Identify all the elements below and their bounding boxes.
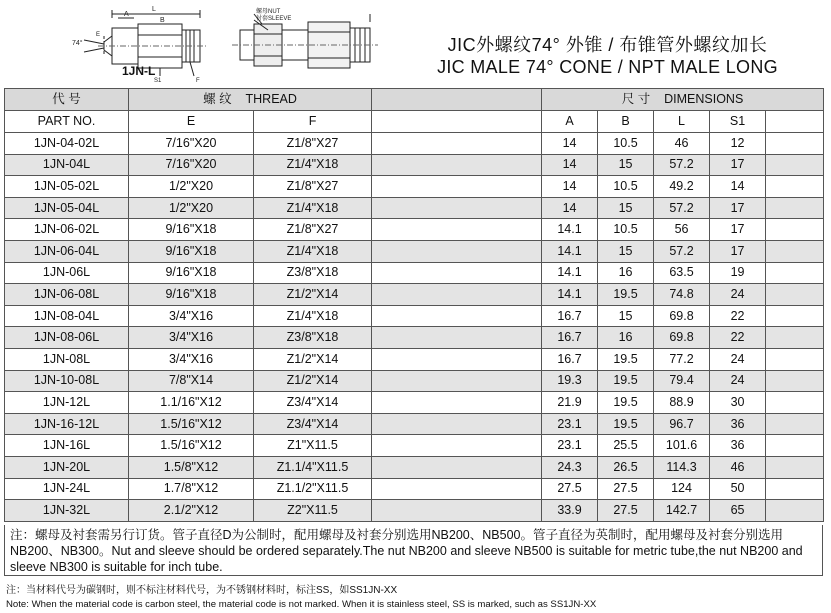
cell-blank [372, 154, 542, 176]
cell-thread-f: Z1/8"X27 [254, 133, 372, 155]
cell-dim-b: 15 [598, 240, 654, 262]
cell-extra [766, 154, 824, 176]
cell-blank [372, 262, 542, 284]
dim-e-label: E [96, 32, 101, 38]
header-blank [372, 89, 542, 111]
page-title [395, 34, 820, 78]
cell-dim-a: 14 [542, 133, 598, 155]
cell-extra [766, 305, 824, 327]
cell-dim-a: 14.1 [542, 262, 598, 284]
table-row [5, 478, 824, 500]
cell-dim-b: 16 [598, 327, 654, 349]
cell-thread-e: 1/2"X20 [129, 197, 254, 219]
header-col-l: L [654, 111, 710, 133]
cell-dim-l: 114.3 [654, 456, 710, 478]
cell-dim-s1: 14 [710, 176, 766, 198]
cell-extra [766, 176, 824, 198]
cone-angle-label: 74° [72, 40, 83, 47]
cell-thread-f: Z1/2"X14 [254, 370, 372, 392]
header-thread: 螺 纹 THREAD [129, 89, 372, 111]
cell-dim-s1: 17 [710, 197, 766, 219]
cell-dim-b: 15 [598, 197, 654, 219]
cell-dim-l: 124 [654, 478, 710, 500]
cell-dim-s1: 36 [710, 413, 766, 435]
table-row [5, 305, 824, 327]
cell-blank [372, 456, 542, 478]
cell-dim-l: 56 [654, 219, 710, 241]
cell-thread-e: 7/8"X14 [129, 370, 254, 392]
cell-dim-a: 14.1 [542, 219, 598, 241]
cell-dim-s1: 24 [710, 370, 766, 392]
cell-thread-e: 2.1/2"X12 [129, 500, 254, 522]
cell-dim-a: 27.5 [542, 478, 598, 500]
cell-extra [766, 456, 824, 478]
cell-thread-f: Z1"X11.5 [254, 435, 372, 457]
cell-extra [766, 435, 824, 457]
table-row [5, 327, 824, 349]
cell-dim-s1: 24 [710, 284, 766, 306]
cell-thread-f: Z1.1/4"X11.5 [254, 456, 372, 478]
cell-thread-f: Z1/4"X18 [254, 197, 372, 219]
cell-dim-s1: 17 [710, 219, 766, 241]
cell-dim-b: 26.5 [598, 456, 654, 478]
cell-thread-e: 1.7/8"X12 [129, 478, 254, 500]
cell-dim-l: 96.7 [654, 413, 710, 435]
cell-dim-a: 14 [542, 176, 598, 198]
table-row [5, 154, 824, 176]
spec-table [4, 88, 824, 522]
cell-part-no: 1JN-24L [5, 478, 129, 500]
cell-thread-e: 7/16"X20 [129, 133, 254, 155]
header-col-s1: S1 [710, 111, 766, 133]
cell-part-no: 1JN-04L [5, 154, 129, 176]
cell-dim-l: 57.2 [654, 197, 710, 219]
title-cn: JIC外螺纹74° 外锥 / 布锥管外螺纹加长 [447, 35, 768, 55]
cell-dim-a: 16.7 [542, 305, 598, 327]
cell-extra [766, 197, 824, 219]
cell-extra [766, 370, 824, 392]
cell-dim-l: 69.8 [654, 305, 710, 327]
cell-extra [766, 133, 824, 155]
cell-blank [372, 370, 542, 392]
cell-thread-e: 9/16"X18 [129, 284, 254, 306]
cell-blank [372, 327, 542, 349]
cell-dim-s1: 36 [710, 435, 766, 457]
footnote-cn: 注：当材料代号为碳钢时，则不标注材料代号，为不锈钢材料时，标注SS，如SS1JN-XX [6, 585, 398, 596]
cell-part-no: 1JN-16L [5, 435, 129, 457]
cell-blank [372, 176, 542, 198]
cell-dim-l: 88.9 [654, 392, 710, 414]
title-en: JIC MALE 74° CONE / NPT MALE LONG [437, 57, 778, 77]
table-row [5, 133, 824, 155]
cell-part-no: 1JN-06-02L [5, 219, 129, 241]
cell-part-no: 1JN-08L [5, 348, 129, 370]
cell-blank [372, 500, 542, 522]
cell-dim-l: 49.2 [654, 176, 710, 198]
cell-part-no: 1JN-04-02L [5, 133, 129, 155]
cell-blank [372, 305, 542, 327]
cell-thread-e: 9/16"X18 [129, 262, 254, 284]
cell-extra [766, 413, 824, 435]
sleeve-label: 衬套SLEEVE [256, 16, 292, 22]
cell-thread-e: 3/4"X16 [129, 305, 254, 327]
table-row [5, 348, 824, 370]
cell-thread-e: 1/2"X20 [129, 176, 254, 198]
cell-thread-f: Z3/8"X18 [254, 327, 372, 349]
cell-thread-f: Z1/4"X18 [254, 305, 372, 327]
cell-part-no: 1JN-32L [5, 500, 129, 522]
cell-dim-l: 57.2 [654, 240, 710, 262]
cell-dim-a: 14.1 [542, 240, 598, 262]
cell-dim-b: 15 [598, 154, 654, 176]
cell-part-no: 1JN-10-08L [5, 370, 129, 392]
cell-thread-f: Z3/8"X18 [254, 262, 372, 284]
cell-dim-a: 21.9 [542, 392, 598, 414]
cell-dim-a: 33.9 [542, 500, 598, 522]
cell-dim-l: 69.8 [654, 327, 710, 349]
cell-part-no: 1JN-12L [5, 392, 129, 414]
table-row [5, 176, 824, 198]
cell-dim-l: 101.6 [654, 435, 710, 457]
cell-dim-l: 79.4 [654, 370, 710, 392]
cell-dim-s1: 30 [710, 392, 766, 414]
model-label: 1JN-L [122, 64, 156, 78]
cell-extra [766, 284, 824, 306]
cell-thread-f: Z1.1/2"X11.5 [254, 478, 372, 500]
cell-blank [372, 478, 542, 500]
cell-dim-b: 10.5 [598, 219, 654, 241]
table-row [5, 413, 824, 435]
cell-dim-a: 14.1 [542, 284, 598, 306]
cell-extra [766, 392, 824, 414]
cell-dim-b: 10.5 [598, 133, 654, 155]
cell-part-no: 1JN-20L [5, 456, 129, 478]
table-row [5, 262, 824, 284]
cell-dim-b: 19.5 [598, 370, 654, 392]
cell-extra [766, 240, 824, 262]
cell-dim-l: 63.5 [654, 262, 710, 284]
assembly-section-drawing [232, 14, 378, 68]
cell-thread-f: Z1/4"X18 [254, 240, 372, 262]
cell-dim-b: 25.5 [598, 435, 654, 457]
cell-part-no: 1JN-06-04L [5, 240, 129, 262]
header-part-en: PART NO. [5, 111, 129, 133]
cell-part-no: 1JN-08-04L [5, 305, 129, 327]
cell-part-no: 1JN-16-12L [5, 413, 129, 435]
cell-thread-f: Z1/4"X18 [254, 154, 372, 176]
cell-dim-s1: 19 [710, 262, 766, 284]
cell-dim-s1: 24 [710, 348, 766, 370]
dim-b-label: B [160, 17, 165, 24]
cell-dim-a: 23.1 [542, 413, 598, 435]
cell-blank [372, 435, 542, 457]
cell-dim-s1: 65 [710, 500, 766, 522]
cell-thread-f: Z1/2"X14 [254, 284, 372, 306]
cell-thread-e: 1.5/16"X12 [129, 413, 254, 435]
cell-dim-s1: 17 [710, 154, 766, 176]
table-row [5, 500, 824, 522]
cell-thread-f: Z1/8"X27 [254, 176, 372, 198]
cell-thread-e: 1.5/16"X12 [129, 435, 254, 457]
cell-extra [766, 500, 824, 522]
cell-part-no: 1JN-06-08L [5, 284, 129, 306]
cell-dim-b: 19.5 [598, 348, 654, 370]
cell-extra [766, 478, 824, 500]
dim-f-label: F [196, 78, 200, 84]
cell-thread-e: 9/16"X18 [129, 219, 254, 241]
cell-extra [766, 348, 824, 370]
header-col-f: F [254, 111, 372, 133]
cell-blank [372, 284, 542, 306]
cell-blank [372, 219, 542, 241]
cell-blank [372, 197, 542, 219]
dim-l-label: L [152, 6, 156, 13]
cell-thread-e: 1.1/16"X12 [129, 392, 254, 414]
cell-blank [372, 348, 542, 370]
table-row [5, 219, 824, 241]
cell-dim-l: 57.2 [654, 154, 710, 176]
footnote-en: Note: When the material code is carbon steel, the material code is not marked. When it is stainless steel, SS is marked, such as SS1JN-XX [6, 599, 597, 610]
cell-part-no: 1JN-06L [5, 262, 129, 284]
cell-dim-b: 19.5 [598, 284, 654, 306]
cell-blank [372, 392, 542, 414]
table-row [5, 284, 824, 306]
header-dimensions: 尺 寸 DIMENSIONS [542, 89, 824, 111]
cell-dim-l: 46 [654, 133, 710, 155]
cell-blank [372, 133, 542, 155]
cell-dim-s1: 22 [710, 327, 766, 349]
cell-extra [766, 219, 824, 241]
cell-dim-a: 16.7 [542, 327, 598, 349]
cell-part-no: 1JN-05-02L [5, 176, 129, 198]
table-row [5, 370, 824, 392]
cell-dim-a: 16.7 [542, 348, 598, 370]
header-part-cn: 代 号 [5, 89, 129, 111]
table-row [5, 197, 824, 219]
cell-dim-s1: 50 [710, 478, 766, 500]
cell-blank [372, 240, 542, 262]
dim-s1-label: S1 [154, 78, 162, 84]
cell-dim-a: 14 [542, 154, 598, 176]
cell-thread-f: Z1/2"X14 [254, 348, 372, 370]
cell-thread-e: 3/4"X16 [129, 348, 254, 370]
cell-dim-s1: 17 [710, 240, 766, 262]
cell-dim-b: 10.5 [598, 176, 654, 198]
header-col-a: A [542, 111, 598, 133]
table-row [5, 392, 824, 414]
cell-dim-b: 27.5 [598, 500, 654, 522]
cell-dim-b: 27.5 [598, 478, 654, 500]
cell-dim-s1: 22 [710, 305, 766, 327]
fitting-drawings [0, 0, 420, 88]
cell-blank [372, 413, 542, 435]
cell-thread-f: Z3/4"X14 [254, 413, 372, 435]
cell-dim-l: 74.8 [654, 284, 710, 306]
cell-thread-f: Z3/4"X14 [254, 392, 372, 414]
cell-extra [766, 327, 824, 349]
cell-dim-b: 19.5 [598, 413, 654, 435]
cell-thread-e: 1.5/8"X12 [129, 456, 254, 478]
cell-dim-a: 14 [542, 197, 598, 219]
cell-dim-s1: 12 [710, 133, 766, 155]
nut-label: 螺母NUT [256, 9, 281, 15]
cell-dim-l: 142.7 [654, 500, 710, 522]
cell-thread-e: 3/4"X16 [129, 327, 254, 349]
header-col-blank [372, 111, 542, 133]
header-col-extra [766, 111, 824, 133]
order-note: 注：螺母及衬套需另行订货。管子直径D为公制时，配用螺母及衬套分别选用NB200、NB500。管子直径为英制时，配用螺母及衬套分别选用NB200、NB300。Nut and sleeve should be ordered separately.The nut NB200 and sleeve NB500 is suitable for metric tube,the nut NB200 and sleeve NB300 is suitable for inch tube. [4, 525, 823, 576]
cell-dim-b: 16 [598, 262, 654, 284]
table-row [5, 435, 824, 457]
cell-dim-a: 23.1 [542, 435, 598, 457]
cell-part-no: 1JN-08-06L [5, 327, 129, 349]
cell-dim-b: 19.5 [598, 392, 654, 414]
cell-thread-e: 7/16"X20 [129, 154, 254, 176]
cell-thread-f: Z2"X11.5 [254, 500, 372, 522]
cell-dim-a: 24.3 [542, 456, 598, 478]
cell-thread-f: Z1/8"X27 [254, 219, 372, 241]
header-col-e: E [129, 111, 254, 133]
cell-dim-l: 77.2 [654, 348, 710, 370]
spec-table-body [5, 133, 824, 522]
cell-dim-a: 19.3 [542, 370, 598, 392]
cell-extra [766, 262, 824, 284]
header-col-b: B [598, 111, 654, 133]
cell-part-no: 1JN-05-04L [5, 197, 129, 219]
dim-a-label: A [124, 11, 129, 18]
table-row [5, 240, 824, 262]
cell-dim-b: 15 [598, 305, 654, 327]
table-row [5, 456, 824, 478]
cell-dim-s1: 46 [710, 456, 766, 478]
cell-thread-e: 9/16"X18 [129, 240, 254, 262]
